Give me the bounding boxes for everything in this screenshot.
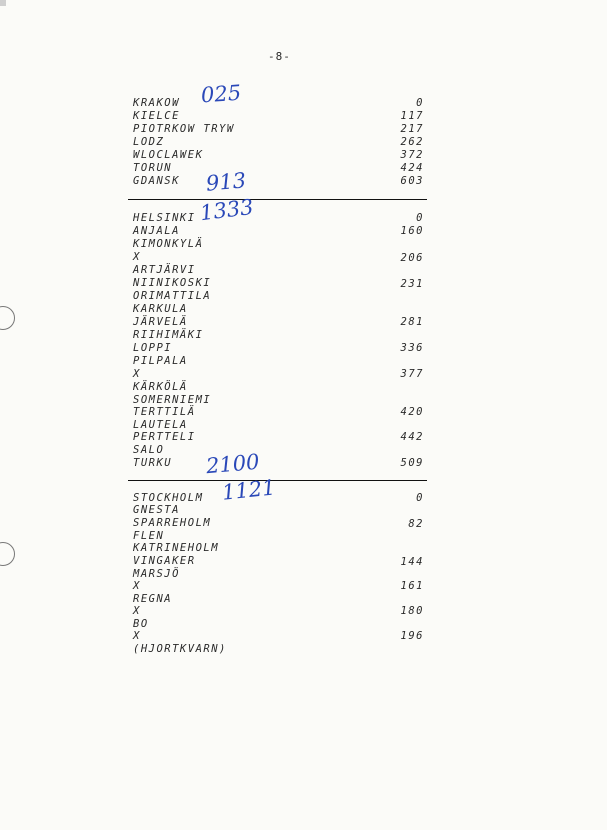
handwritten-departure-time: 025 — [200, 80, 242, 108]
station-name: X — [133, 605, 141, 617]
distance-value: 161 — [400, 580, 424, 592]
handwritten-arrival-time: 913 — [205, 168, 248, 196]
station-name: PERTTELI — [133, 431, 196, 443]
list-item — [0, 136, 607, 149]
list-item — [0, 238, 607, 251]
distance-value: 442 — [400, 431, 424, 443]
distance-value: 231 — [400, 278, 424, 290]
station-name: X — [133, 580, 141, 592]
list-item — [0, 162, 607, 175]
station-name: MARSJÖ — [133, 568, 180, 580]
station-name: HELSINKI — [133, 212, 196, 224]
distance-value: 262 — [400, 136, 424, 148]
list-item — [0, 290, 607, 303]
distance-value: 180 — [400, 605, 424, 617]
distance-value: 377 — [400, 368, 424, 380]
list-item — [0, 555, 607, 568]
station-name: BO — [133, 618, 149, 630]
list-item — [0, 381, 607, 394]
station-name: RIIHIMÄKI — [133, 329, 204, 341]
station-name: X — [133, 368, 141, 380]
distance-value: 206 — [400, 252, 424, 264]
distance-value: 420 — [400, 406, 424, 418]
station-name: REGNA — [133, 593, 173, 605]
station-name: (HJORTKVARN) — [133, 643, 227, 655]
station-name: ANJALA — [133, 225, 180, 237]
handwritten-arrival-time: 2100 — [205, 449, 261, 479]
list-item — [0, 355, 607, 368]
scan-speck — [0, 0, 6, 6]
distance-value: 0 — [416, 492, 424, 504]
list-item — [0, 368, 607, 381]
list-item — [0, 149, 607, 162]
distance-value: 0 — [416, 212, 424, 224]
station-name: GDANSK — [133, 175, 180, 187]
station-name: LOPPI — [133, 342, 173, 354]
station-name: KATRINEHOLM — [133, 542, 220, 554]
distance-value: 336 — [400, 342, 424, 354]
station-name: LODZ — [133, 136, 165, 148]
station-name: KARKULA — [133, 303, 188, 315]
distance-value: 160 — [400, 225, 424, 237]
list-item — [0, 444, 607, 457]
list-item — [0, 110, 607, 123]
station-name: WLOCLAWEK — [133, 149, 204, 161]
station-name: STOCKHOLM — [133, 492, 204, 504]
station-name: SOMERNIEMI — [133, 394, 212, 406]
list-item — [0, 517, 607, 530]
distance-value: 196 — [400, 630, 424, 642]
station-name: X — [133, 251, 141, 263]
list-item — [0, 175, 607, 188]
station-name: ORIMATTILA — [133, 290, 212, 302]
list-item — [0, 123, 607, 136]
station-name: NIINIKOSKI — [133, 277, 212, 289]
list-item — [0, 605, 607, 618]
station-name: GNESTA — [133, 504, 180, 516]
station-name: TERTTILÄ — [133, 406, 196, 418]
distance-value: 217 — [400, 123, 424, 135]
station-name: PIOTRKOW TRYW — [133, 123, 235, 135]
station-name: PILPALA — [133, 355, 188, 367]
station-name: KIMONKYLÄ — [133, 238, 204, 250]
list-item — [0, 316, 607, 329]
station-name: X — [133, 630, 141, 642]
distance-value: 424 — [400, 162, 424, 174]
station-name: TURKU — [133, 457, 173, 469]
station-name: VINGAKER — [133, 555, 196, 567]
distance-value: 372 — [400, 149, 424, 161]
distance-value: 144 — [400, 556, 424, 568]
list-item — [0, 504, 607, 517]
station-name: KÄRKÖLÄ — [133, 381, 188, 393]
section-divider — [128, 199, 427, 200]
list-item — [0, 212, 607, 225]
station-name: LAUTELA — [133, 419, 188, 431]
station-name: TORUN — [133, 162, 173, 174]
distance-value: 509 — [400, 457, 424, 469]
list-item — [0, 431, 607, 444]
list-item — [0, 457, 607, 470]
station-name: SALO — [133, 444, 165, 456]
list-item — [0, 277, 607, 290]
distance-value: 82 — [408, 518, 424, 530]
list-item — [0, 580, 607, 593]
station-name: FLEN — [133, 530, 165, 542]
list-item — [0, 225, 607, 238]
list-item — [0, 303, 607, 316]
distance-value: 603 — [400, 175, 424, 187]
distance-value: 0 — [416, 97, 424, 109]
list-item — [0, 329, 607, 342]
list-item — [0, 251, 607, 264]
list-item — [0, 630, 607, 643]
handwritten-departure-time: 1333 — [198, 194, 255, 226]
distance-value: 117 — [400, 110, 424, 122]
page-number: -8- — [268, 50, 291, 63]
list-item — [0, 643, 607, 656]
handwritten-departure-time: 1121 — [220, 475, 277, 505]
list-item — [0, 542, 607, 555]
station-name: JÄRVELÄ — [133, 316, 188, 328]
station-name: KRAKOW — [133, 97, 180, 109]
section-divider — [128, 480, 427, 481]
list-item — [0, 406, 607, 419]
station-name: ARTJÄRVI — [133, 264, 196, 276]
station-name: KIELCE — [133, 110, 180, 122]
station-name: SPARREHOLM — [133, 517, 212, 529]
distance-value: 281 — [400, 316, 424, 328]
list-item — [0, 97, 607, 110]
list-item — [0, 342, 607, 355]
list-item — [0, 264, 607, 277]
